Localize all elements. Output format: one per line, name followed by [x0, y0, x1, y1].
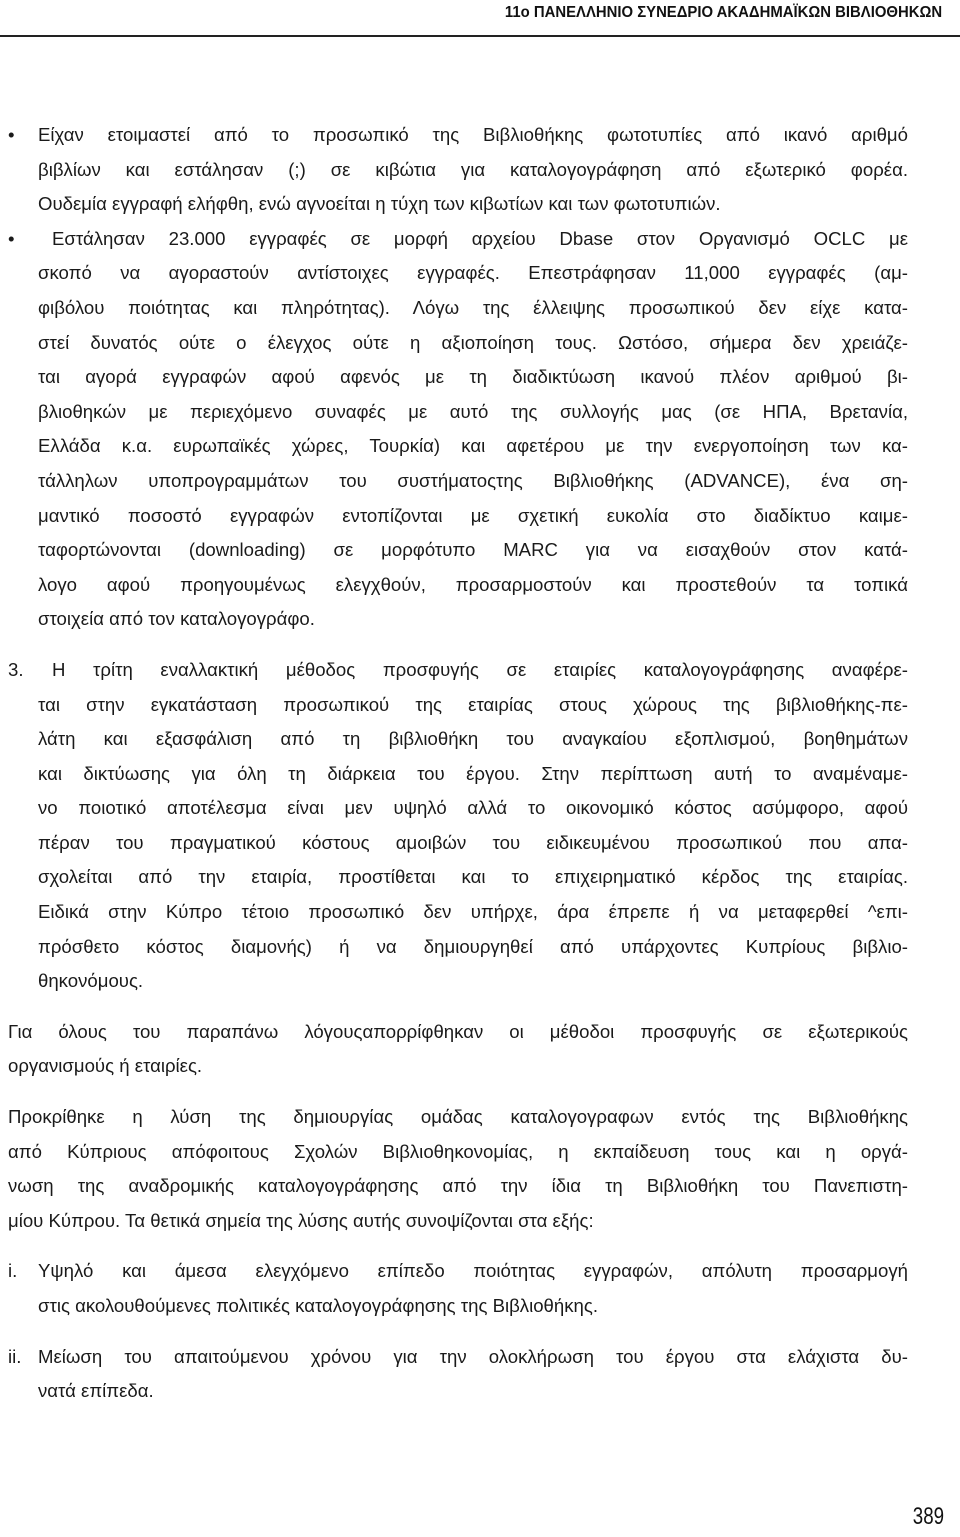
text-line: ται στην εγκατάσταση προσωπικού της εταιρίας στους χώρους της βιβλιοθήκης-πε-	[38, 693, 908, 715]
item-number: ii.	[8, 1345, 22, 1367]
text-line: Η τρίτη εναλλακτική μέθοδος προσφυγής σε εταιρίες καταλογογράφησης αναφέρε-	[52, 658, 908, 680]
paragraph	[0, 1015, 960, 1084]
text-line: στις ακολουθούμενες πολιτικές καταλογογράφησης της Βιβλιοθήκης.	[38, 1295, 599, 1316]
bullet-item	[0, 222, 960, 637]
text-line: πέραν του πραγματικού κόστους αμοιβών του ειδικευμένου προσωπικού που απα-	[38, 831, 908, 853]
text-line: από Κύπριους απόφοιτους Σχολών Βιβλιοθηκονομίας, η εκπαίδευση τους και η οργά-	[8, 1140, 908, 1162]
text-line: μαντικό ποσοστό εγγραφών εντοπίζονται με σχετική ευκολία στο διαδίκτυο καιμε-	[38, 504, 908, 526]
bullet-item	[0, 118, 960, 222]
paragraph	[0, 1100, 960, 1238]
text-line: στοιχεία από τον καταλογογράφο.	[38, 608, 315, 630]
numbered-item	[0, 653, 960, 999]
text-line: μίου Κύπρου. Τα θετικά σημεία της λύσης αυτής συνοψίζονται στα εξής:	[8, 1209, 594, 1231]
running-header: 11ο ΠΑΝΕΛΛΗΝΙΟ ΣΥΝΕΔΡΙΟ ΑΚΑΔΗΜΑΪΚΩΝ ΒΙΒΛΙΟΘΗΚΩΝ	[504, 4, 942, 21]
text-line: ται αγορά εγγραφών αφού αφενός με τη διαδικτύωση ικανού πλέον αριθμού βι-	[38, 366, 908, 388]
text-line: Προκρίθηκε η λύση της δημιουργίας ομάδας καταλογογραφων εντός της Βιβλιοθήκης	[8, 1106, 908, 1128]
roman-item	[0, 1340, 960, 1409]
text-line: λογο αφού προηγουμένως ελεγχθούν, προσαρμοστούν και προστεθούν τα τοπικά	[38, 573, 908, 595]
text-line: Ελλάδα κ.α. ευρωπαϊκές χώρες, Τουρκία) και αφετέρου με την ενεργοποίηση των κα-	[38, 435, 908, 457]
text-line: φιβόλου ποιότητας και πληρότητας). Λόγω της έλλειψης προσωπικού δεν είχε κατα-	[38, 296, 908, 318]
text-line: νωση της αναδρομικής καταλογογράφησης από την ίδια τη Βιβλιοθήκη του Πανεπιστη-	[8, 1175, 908, 1197]
text-line: Είχαν ετοιμαστεί από το προσωπικό της Βιβλιοθήκης φωτοτυπίες από ικανό αριθμό	[38, 124, 908, 145]
text-line: πρόσθετο κόστος διαμονής) ή να δημιουργηθεί από υπάρχοντες Κυπρίους βιβλιο-	[38, 935, 908, 957]
text-line: Μείωση του απαιτούμενου χρόνου για την ολοκλήρωση του έργου στα ελάχιστα δυ-	[38, 1345, 908, 1367]
text-line: Ειδικά στην Κύπρο τέτοιο προσωπικό δεν υπήρχε, άρα έπρεπε ή να μεταφερθεί ^επι-	[38, 901, 908, 923]
roman-item	[0, 1254, 960, 1323]
text-line: Ουδεμία εγγραφή ελήφθη, ενώ αγνοείται η τύχη των κιβωτίων και των φωτοτυπιών.	[38, 193, 721, 215]
text-line: Εστάλησαν 23.000 εγγραφές σε μορφή αρχείου Dbase στον Οργανισμό OCLC με	[52, 227, 908, 249]
text-line: στεί δυνατός ούτε ο έλεγχος ούτε η αξιοποίηση τους. Ωστόσο, σήμερα δεν χρειάζε-	[38, 331, 908, 353]
text-line: λάτη και εξασφάλιση από τη βιβλιοθήκη του αναγκαίου εξοπλισμού, βοηθημάτων	[38, 728, 908, 750]
text-line: νο ποιοτικό αποτέλεσμα είναι μεν υψηλό αλλά το οικονομικό κόστος ασύμφορο, αφού	[38, 797, 908, 819]
text-line: Υψηλό και άμεσα ελεγχόμενο επίπεδο ποιότητας εγγραφών, απόλυτη προσαρμογή	[38, 1260, 908, 1282]
text-line: Για όλους του παραπάνω λόγουςαπορρίφθηκαν οι μέθοδοι προσφυγής σε εξωτερικούς	[8, 1020, 908, 1042]
text-line: βλιοθηκών με περιεχόμενο συναφές με αυτό της συλλογής μας (σε ΗΠΑ, Βρετανία,	[38, 400, 908, 422]
text-line: νατά επίπεδα.	[38, 1380, 154, 1402]
text-line: και δικτύωσης για όλη τη διάρκεια του έργου. Στην περίπτωση αυτή το αναμέναμε-	[38, 762, 908, 784]
text-line: ταφορτώνονται (downloading) σε μορφότυπο MARC για να εισαχθούν στον κατά-	[38, 539, 908, 561]
header-rule	[0, 35, 960, 37]
text-line: θηκονόμους.	[38, 970, 144, 992]
text-line: σχολείται από την εταιρία, προστίθεται και το επιχειρηματικό κέρδος της εταιρίας.	[38, 866, 908, 888]
page-body	[0, 118, 960, 1409]
bullet-marker: •	[8, 124, 15, 145]
text-line: βιβλίων και εστάλησαν (;) σε κιβώτια για καταλογογράφηση από εξωτερικό φορέα.	[38, 158, 908, 180]
item-number: i.	[8, 1260, 18, 1282]
item-number: 3.	[8, 658, 24, 680]
text-line: τάλληλων υποπρογραμμάτων του συστήματοςτης Βιβλιοθήκης (ADVANCE), ένα ση-	[38, 469, 908, 491]
text-line: οργανισμούς ή εταιρίες.	[8, 1055, 203, 1077]
page-number: 389	[912, 1503, 944, 1530]
text-line: σκοπό να αγοραστούν αντίστοιχες εγγραφές. Επεστράφησαν 11,000 εγγραφές (αμ-	[38, 262, 908, 284]
bullet-marker: •	[8, 227, 15, 249]
